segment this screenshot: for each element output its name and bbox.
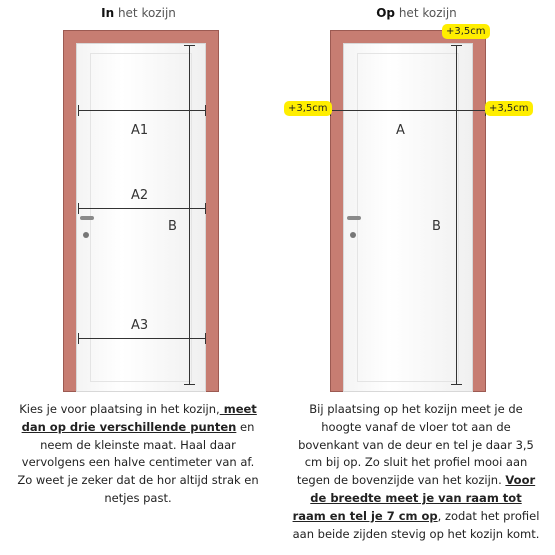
label-a: A — [396, 123, 405, 138]
measure-line-a — [330, 110, 486, 111]
measure-line-a2 — [78, 208, 206, 209]
label-a2: A2 — [131, 188, 149, 203]
badge-right: +3,5cm — [485, 101, 533, 116]
desc-text-1: Bij plaatsing op het kozijn meet je de hoogte vanaf de vloer tot aan de bovenkant van de deur en tel je daar 3,5 cm bij op. Zo sluit het profiel mooi aan tegen de bovenzijde van het kozijn. — [296, 402, 534, 488]
label-b: B — [168, 219, 177, 234]
title-bold: Op — [376, 6, 396, 20]
door-handle-icon — [80, 216, 94, 220]
keyhole-icon — [350, 232, 356, 238]
panel-title — [0, 6, 277, 20]
door-handle-icon — [347, 216, 361, 220]
label-b: B — [432, 219, 441, 234]
keyhole-icon — [83, 232, 89, 238]
title-rest: het kozijn — [395, 6, 457, 20]
description — [292, 401, 540, 544]
measure-line-b — [189, 45, 190, 385]
op-kozijn-panel — [278, 0, 555, 555]
measure-line-a3 — [78, 338, 206, 339]
desc-text-2: en neem de kleinste maat. Haal daar vervolgens een halve centimeter van af. Zo weet je zeker dat de hor altijd strak en netjes past. — [17, 419, 259, 506]
measure-line-a1 — [78, 110, 206, 111]
label-a3: A3 — [131, 318, 149, 333]
badge-top: +3,5cm — [442, 24, 490, 39]
door — [76, 43, 206, 392]
door-frame — [330, 30, 486, 392]
description — [14, 401, 262, 508]
label-a1: A1 — [131, 123, 149, 138]
measure-line-b — [456, 45, 457, 385]
badge-left: +3,5cm — [284, 101, 332, 116]
desc-emphasis: Voor de breedte meet je van raam tot raam en tel je 7 cm op — [292, 473, 536, 523]
door — [343, 43, 473, 392]
desc-text-2: , zodat het profiel aan beide zijden stevig op het kozijn komt. — [292, 508, 540, 541]
in-kozijn-panel — [0, 0, 277, 555]
title-rest: het kozijn — [114, 6, 176, 20]
desc-text-1: Kies je voor plaatsing in het kozijn, — [19, 402, 220, 416]
title-bold: In — [101, 6, 115, 20]
panel-title — [278, 6, 555, 20]
door-panel — [357, 53, 459, 382]
desc-emphasis: meet dan op drie verschillende punten — [21, 402, 257, 434]
